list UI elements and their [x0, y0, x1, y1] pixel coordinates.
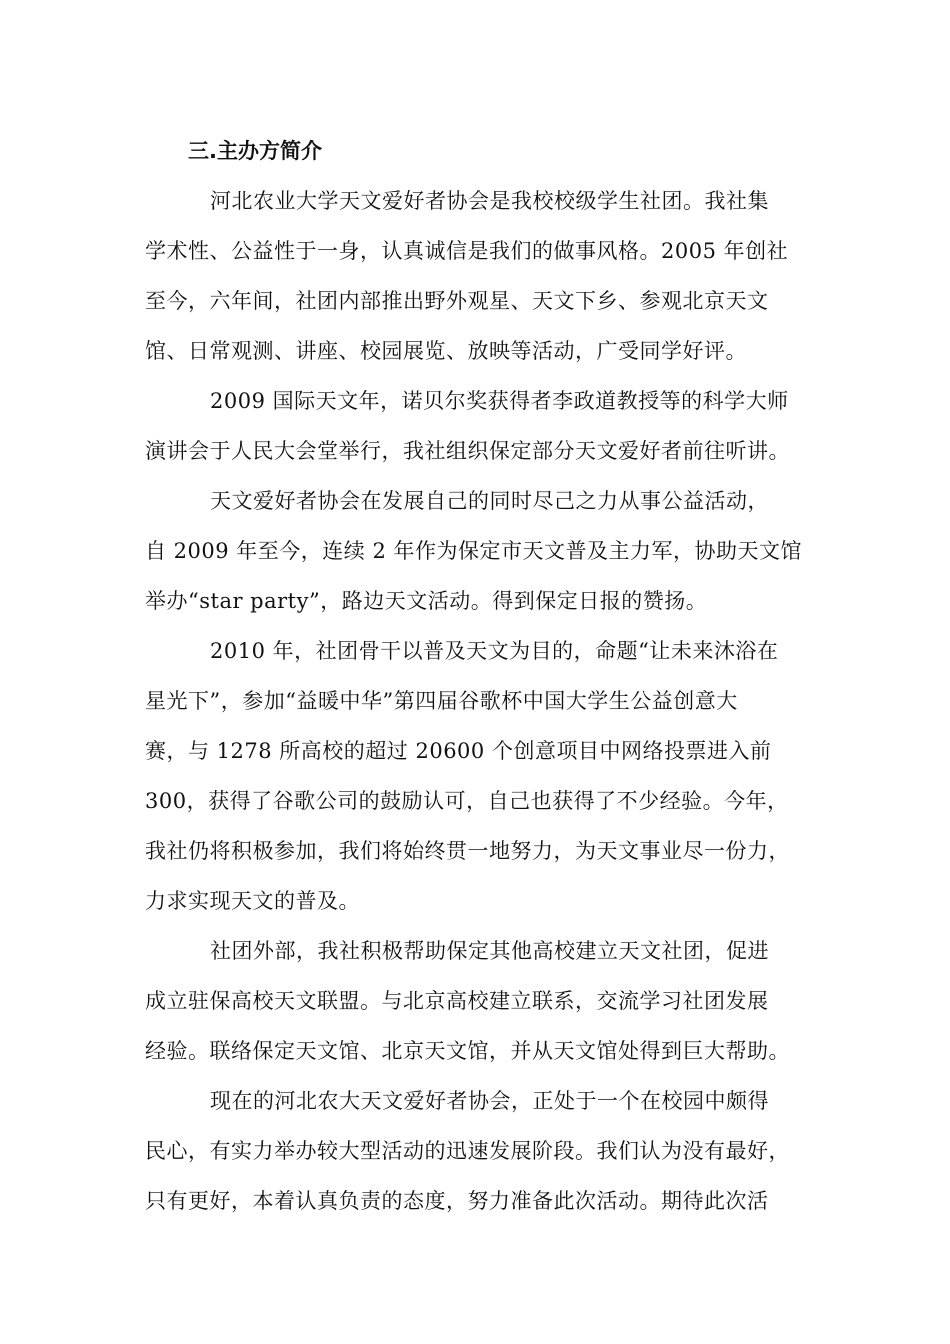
paragraph-line: 社团外部，我社积极帮助保定其他高校建立天文社团，促进 — [210, 939, 769, 963]
paragraph-line: 只有更好，本着认真负责的态度，努力准备此次活动。期待此次活 — [145, 1189, 769, 1213]
section-heading: 三.主办方简介 — [188, 139, 322, 163]
paragraph-line: 天文爱好者协会在发展自己的同时尽己之力从事公益活动， — [210, 489, 769, 513]
paragraph-line: 2009 国际天文年，诺贝尔奖获得者李政道教授等的科学大师 — [210, 389, 789, 413]
paragraph-line: 学术性、公益性于一身，认真诚信是我们的做事风格。2005 年创社 — [145, 239, 789, 263]
paragraph-line: 馆、日常观测、讲座、校园展览、放映等活动，广受同学好评。 — [145, 339, 747, 363]
paragraph-line: 现在的河北农大天文爱好者协会，正处于一个在校园中颇得 — [210, 1089, 769, 1113]
paragraph-line: 星光下”，参加“益暖中华”第四届谷歌杯中国大学生公益创意大 — [145, 689, 738, 713]
paragraph-line: 经验。联络保定天文馆、北京天文馆，并从天文馆处得到巨大帮助。 — [145, 1039, 790, 1063]
paragraph-line: 至今，六年间，社团内部推出野外观星、天文下乡、参观北京天文 — [145, 289, 769, 313]
paragraph-line: 2010 年，社团骨干以普及天文为目的，命题“让未来沐浴在 — [210, 639, 779, 663]
paragraph-line: 演讲会于人民大会堂举行，我社组织保定部分天文爱好者前往听讲。 — [145, 439, 790, 463]
paragraph-line: 举办“star party”，路边天文活动。得到保定日报的赞扬。 — [145, 589, 708, 613]
paragraph-line: 河北农业大学天文爱好者协会是我校校级学生社团。我社集 — [210, 189, 769, 213]
paragraph-line: 力求实现天文的普及。 — [145, 889, 360, 913]
paragraph-line: 赛，与 1278 所高校的超过 20600 个创意项目中网络投票进入前 — [145, 739, 772, 763]
paragraph-line: 自 2009 年至今，连续 2 年作为保定市天文普及主力军，协助天文馆 — [145, 539, 803, 563]
paragraph-line: 300，获得了谷歌公司的鼓励认可，自己也获得了不少经验。今年， — [145, 789, 789, 813]
paragraph-line: 成立驻保高校天文联盟。与北京高校建立联系，交流学习社团发展 — [145, 989, 769, 1013]
paragraph-line: 民心，有实力举办较大型活动的迅速发展阶段。我们认为没有最好， — [145, 1139, 790, 1163]
paragraph-line: 我社仍将积极参加，我们将始终贯一地努力，为天文事业尽一份力， — [145, 839, 790, 863]
